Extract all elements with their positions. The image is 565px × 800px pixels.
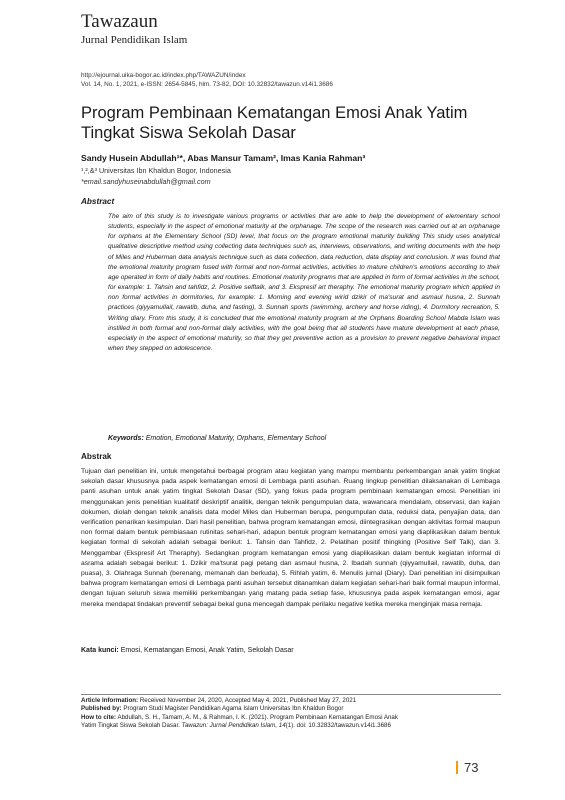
cite-text-1: Abdullah, S. H., Tamam, A. M., & Rahman, I. K. (2021). Program Pembinaan Kematangan Emosi Anak [117, 713, 398, 721]
cite-journal: Tawazun: Jurnal Pendidikan Islam, 14 [181, 722, 286, 730]
volume-info: Vol. 14, No. 1, 2021, e-ISSN: 2654-5845, hlm. 73-82, DOI: 10.32832/tawazun.v14i1.3686 [81, 81, 333, 88]
info-label: Article Information: [81, 697, 139, 704]
article-footer [81, 697, 501, 731]
abstract-id-heading: Abstrak [81, 452, 112, 461]
journal-subtitle: Jurnal Pendidikan Islam [81, 34, 188, 46]
keywords-en [108, 435, 326, 442]
cite-doi[interactable]: (1). doi: 10.32832/tawazun.v14i1.3686 [285, 722, 391, 730]
publisher-label: Published by: [81, 705, 122, 713]
affiliation: ¹,²,&³ Universitas Ibn Khaldun Bogor, Indonesia [81, 166, 231, 175]
page-number [456, 760, 478, 775]
page-number-value: 73 [464, 760, 479, 775]
keywords-id-label: Kata kunci: [81, 647, 119, 654]
article-title: Program Pembinaan Kematangan Emosi Anak Yatim Tingkat Siswa Sekolah Dasar [81, 104, 468, 142]
keywords-en-label: Keywords: [108, 435, 144, 442]
article-information [81, 697, 501, 705]
info-text: Received November 24, 2020, Accepted May 4, 2021, Published May 27, 2021 [139, 697, 357, 704]
how-to-cite-cont [81, 722, 501, 730]
keywords-en-values: Emotion, Emotional Maturity, Orphans, Elementary School [145, 435, 327, 442]
keywords-id [81, 647, 294, 654]
journal-url[interactable]: http://ejournal.uika-bogor.ac.id/index.php/TAWAZUN/index [81, 72, 246, 79]
authors: Sandy Husein Abdullah¹*, Abas Mansur Tamam², Imas Kania Rahman³ [81, 153, 366, 163]
keywords-id-values: Emosi, Kematangan Emosi, Anak Yatim, Sekolah Dasar [120, 647, 294, 654]
author-email[interactable]: *email.sandyhuseinabdullah@gmail.com [81, 177, 211, 186]
publisher [81, 705, 501, 713]
abstract-id-text: Tujuan dari penelitian ini, untuk mengetahui berbagai program atau kegiatan yang mampu membantu perkembangan anak yatim tingkat sekolah dasar khususnya pada aspek kematangan emosi di Lembaga panti asuhan. Ruang lingkup penelitian dilaksanakan di Lembaga panti asuhan untuk anak yatim tingkat Sekolah Dasar (SD), yang fokus pada program pembinaan kematangan emosi. Penelitian ini menggunakan jenis penelitian kualitatif deskriptif analitik, dengan teknik pengumpulan data, wawancara mendalam, observasi, dan kajian dokumen, diolah dengan teknik analisis data model Miles dan Huberman berupa, pengumpulan data, reduksi data, penyajian data, dan verification penarikan kesimpulan. Dari hasil penelitian, bahwa program kematangan emosi, diintegrasikan dengan aktivitas formal maupun non formal dalam bentuk pembiasaan rutinitas sehari-hari, adapun bentuk program kematangan emosi yang diaplikasikan dalam bentuk kegiatan formal di sekolah adalah sebagai berikut: 1. Tahsin dan Tahfidz, 2. Pelatihan positif thingking (Positive Self Talk), dan 3. Menggambar (Ekspresif Art Theraphy). Sedangkan program kematangan emosi yang diaplikasikan dalam bentuk kegiatan informal di asrama adalah sebagai berikut: 1. Dzikir ma'tsurat pagi petang dan asmaul husna, 2. Ibadah sunnah (qiyyamullail, rawatib, duha, dan puasa), 3. Olahraga Sunnah (berenang, memanah dan berkuda), 5. Rihlah yatim, 6. Menulis jurnal (Diary). Dari penelitian ini disimpulkan bahwa program kematangan emosi di Lembaga panti asuhan tersebut ditanamkan dalam kegiatan sehari-hari baik formal maupun informal, dengan tujuan seluruh siswa memiliki perkembangan yang matang pada setiap fase, khususnya pada aspek kematangan emosi, agar mereka mendapat tindakan preventif sebagai bekal guna mencegah dampak perilaku negative ketika mereka menginjak masa remaja. [81, 468, 500, 608]
page-number-bar [456, 761, 458, 774]
how-to-cite [81, 714, 501, 722]
journal-name: Tawazaun [81, 11, 158, 32]
footer-divider [81, 694, 501, 695]
abstract-en-heading: Abstract [81, 197, 115, 206]
cite-label: How to cite: [81, 713, 117, 721]
abstract-en-text: The aim of this study is to investigate various programs or activities that are able to help the development of elementary school students, especially in the aspect of emotional maturity at the orphanage. The scope of the research was carried out at an orphanage for orphans at the Elementary School (SD) level, that focus on the program emotional maturity building This study uses analytical qualitative descriptive method using collecting data techniques such as, interviews, observations, and writing documents with the help of Miles and Huberman data analysis technique such as data collection, data reduction, data display and conclusion. It was found that the emotional maturity program fused with formal and non-formal activities, activities to mature children's emotions according to their age operated in form of daily habits and routines. Emotional maturity programs that are applied in form of formal activities in the school, for example: 1. Tahsin and tahfidz, 2. Positive selftalk, and 3. Ekspresif art theraphy. The emotional maturity program which applied in non formal activities in dormitories, for example: 1. Morning and evening wirid dzikir of ma'surat and asmaul husna, 2. Sunnah practices (qiyyamullail, rawatib, duha, and fasting), 3. Sunnah sports (swimming, archery and horse riding), 4. Dormitory recreation, 5. Writing diary. From this study, it is concluded that the emotional maturity program at the Orphans Boarding School Mabda Islam was instilled in both formal and non-formal daily activities, with the goal being that all students have mature development at each phase, especially in the aspect of emotional maturity, so that they get preventive action as a provision to prevent negative behavioral impact when they stepped on adolescence. [108, 213, 500, 353]
publisher-text: Program Studi Magister Pendidikan Agama Islam Universitas Ibn Khaldun Bogor [123, 705, 344, 713]
cite-text-2: Yatim Tingkat Siswa Sekolah Dasar. [81, 722, 182, 730]
